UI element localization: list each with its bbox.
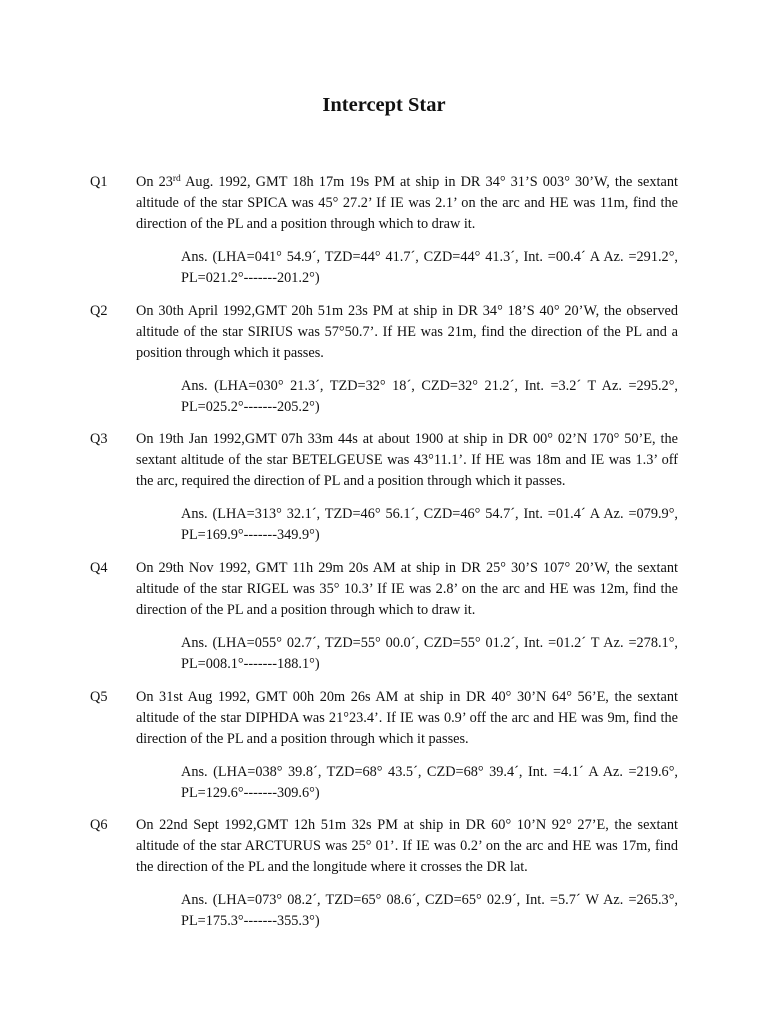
- question-text: [136, 429, 678, 492]
- question-text: [136, 687, 678, 750]
- question-text-part: On 31st Aug 1992, GMT 00h 20m 26s AM at ship in DR 40° 30’N 64° 56’E, the sextant altitude of the star DIPHDA was 21°23.4’. If IE was 0.9’ off the arc and HE was 9m, find the direction of the PL and a position through which it passes.: [136, 689, 678, 747]
- answer-text: Ans. (LHA=041° 54.9´, TZD=44° 41.7´, CZD=44° 41.3´, Int. =00.4´ A Az. =291.2°, PL=021.2°-------201.2°): [181, 249, 678, 286]
- question-number: Q4: [90, 560, 108, 576]
- question-text-part: On 30th April 1992,GMT 20h 51m 23s PM at ship in DR 34° 18’S 40° 20’W, the observed altitude of the star SIRIUS was 57°50.7’. If HE was 21m, find the direction of the PL and a position through which it passes.: [136, 303, 678, 361]
- answer-text: Ans. (LHA=073° 08.2´, TZD=65° 08.6´, CZD=65° 02.9´, Int. =5.7´ W Az. =265.3°, PL=175.3°-------355.3°): [181, 892, 678, 929]
- question-number: Q3: [90, 431, 108, 447]
- question-text-part: On 23: [136, 174, 173, 190]
- answer-text: Ans. (LHA=313° 32.1´, TZD=46° 56.1´, CZD=46° 54.7´, Int. =01.4´ A Az. =079.9°, PL=169.9°-------349.9°): [181, 506, 678, 543]
- question-text-part: On 29th Nov 1992, GMT 11h 29m 20s AM at ship in DR 25° 30’S 107° 20’W, the sextant altitude of the star RIGEL was 35° 10.3’ If IE was 2.8’ on the arc and HE was 12m, find the direction of the PL and a position through which to draw it.: [136, 560, 678, 618]
- question-number: Q6: [90, 817, 108, 833]
- question-number: Q5: [90, 689, 108, 705]
- question-text-part: On 22nd Sept 1992,GMT 12h 51m 32s PM at ship in DR 60° 10’N 92° 27’E, the sextant altitude of the star ARCTURUS was 25° 01’. If IE was 0.2’ on the arc and HE was 17m, find the direction of the PL and the longitude where it crosses the DR lat.: [136, 817, 678, 875]
- question-text: [136, 301, 678, 364]
- question-text-superscript: rd: [172, 174, 181, 184]
- question-number: Q2: [90, 303, 108, 319]
- question-text: [136, 558, 678, 621]
- question-text-part: On 19th Jan 1992,GMT 07h 33m 44s at about 1900 at ship in DR 00° 02’N 170° 50’E, the sextant altitude of the star BETELGEUSE was 43°11.1’. If HE was 18m and IE was 1.3’ off the arc, required the direction of PL and a position through which it passes.: [136, 431, 678, 489]
- question-text: [136, 172, 678, 235]
- answer-text: Ans. (LHA=038° 39.8´, TZD=68° 43.5´, CZD=68° 39.4´, Int. =4.1´ A Az. =219.6°, PL=129.6°-------309.6°): [181, 764, 678, 801]
- question-text: [136, 815, 678, 878]
- question-number: Q1: [90, 174, 108, 190]
- question-text-part: Aug. 1992, GMT 18h 17m 19s PM at ship in DR 34° 31’S 003° 30’W, the sextant altitude of the star SPICA was 45° 27.2’ If IE was 2.1’ on the arc and HE was 11m, find the direction of the PL and a position through which to draw it.: [136, 174, 678, 232]
- page-title: Intercept Star: [322, 94, 446, 116]
- answer-text: Ans. (LHA=030° 21.3´, TZD=32° 18´, CZD=32° 21.2´, Int. =3.2´ T Az. =295.2°, PL=025.2°-------205.2°): [181, 378, 678, 415]
- answer-text: Ans. (LHA=055° 02.7´, TZD=55° 00.0´, CZD=55° 01.2´, Int. =01.2´ T Az. =278.1°, PL=008.1°-------188.1°): [181, 635, 678, 672]
